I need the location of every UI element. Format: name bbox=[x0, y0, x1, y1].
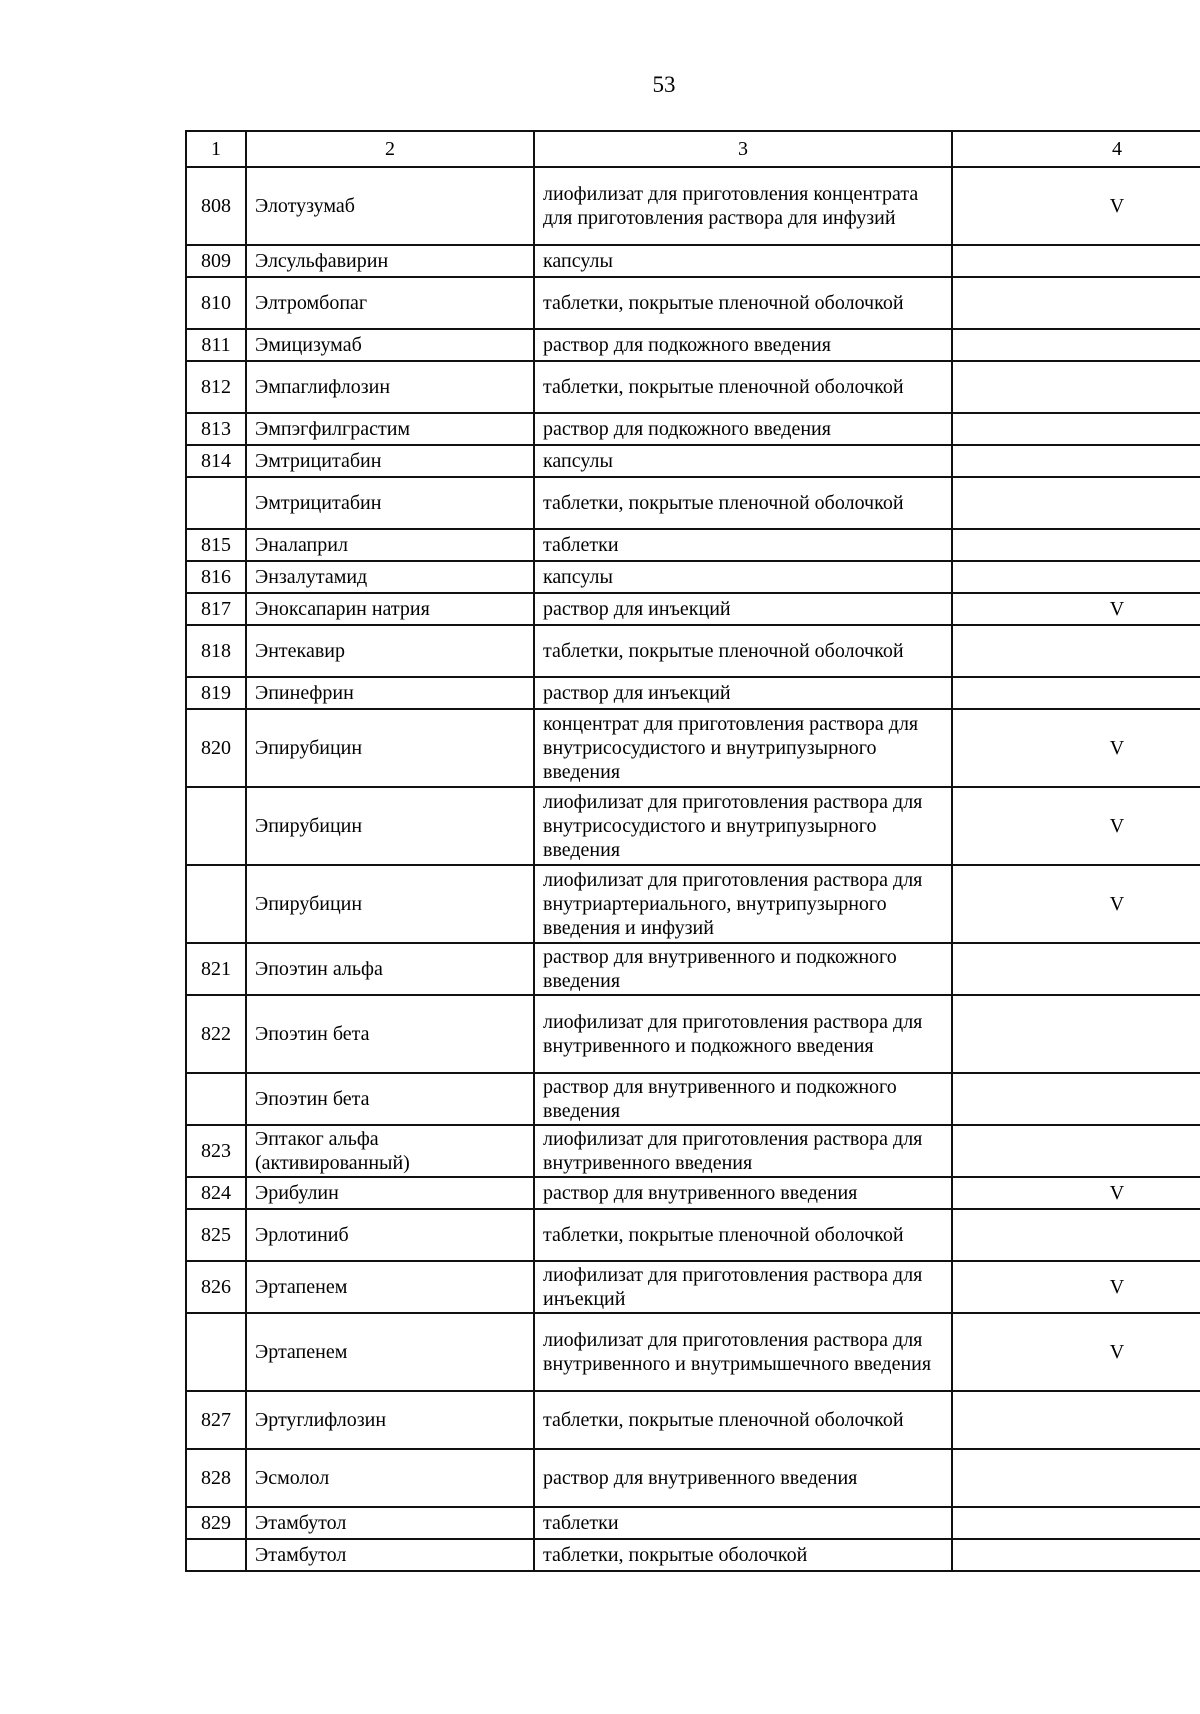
mark-cell bbox=[952, 361, 1200, 413]
row-number-cell: 817 bbox=[186, 593, 246, 625]
table-row bbox=[186, 445, 1200, 477]
dosage-form-cell: лиофилизат для приготовления раствора для инъекций bbox=[534, 1261, 952, 1313]
mark-cell bbox=[952, 677, 1200, 709]
mark-cell: V bbox=[952, 1177, 1200, 1209]
row-number-cell: 818 bbox=[186, 625, 246, 677]
table-row bbox=[186, 561, 1200, 593]
mark-cell bbox=[952, 245, 1200, 277]
table-row bbox=[186, 329, 1200, 361]
mark-cell bbox=[952, 529, 1200, 561]
drug-name-cell: Эптаког альфа (активированный) bbox=[246, 1125, 534, 1177]
drug-name-cell: Эртапенем bbox=[246, 1261, 534, 1313]
drug-name-cell: Эрибулин bbox=[246, 1177, 534, 1209]
table-row bbox=[186, 361, 1200, 413]
dosage-form-cell: раствор для инъекций bbox=[534, 593, 952, 625]
mark-cell bbox=[952, 445, 1200, 477]
row-number-cell bbox=[186, 1539, 246, 1571]
mark-cell bbox=[952, 1449, 1200, 1507]
drug-name-cell: Эноксапарин натрия bbox=[246, 593, 534, 625]
dosage-form-cell: лиофилизат для приготовления раствора для внутривенного и подкожного введения bbox=[534, 995, 952, 1073]
dosage-form-cell: раствор для внутривенного и подкожного введения bbox=[534, 1073, 952, 1125]
drug-name-cell: Эртапенем bbox=[246, 1313, 534, 1391]
dosage-form-cell: таблетки, покрытые пленочной оболочкой bbox=[534, 477, 952, 529]
table-row bbox=[186, 1073, 1200, 1125]
mark-cell bbox=[952, 1073, 1200, 1125]
table-row bbox=[186, 1539, 1200, 1571]
drug-name-cell: Эпоэтин бета bbox=[246, 995, 534, 1073]
drug-name-cell: Эпоэтин альфа bbox=[246, 943, 534, 995]
mark-cell bbox=[952, 1209, 1200, 1261]
drug-name-cell: Эмтрицитабин bbox=[246, 477, 534, 529]
table-row bbox=[186, 1261, 1200, 1313]
mark-cell bbox=[952, 1539, 1200, 1571]
dosage-form-cell: таблетки bbox=[534, 529, 952, 561]
row-number-cell bbox=[186, 787, 246, 865]
mark-cell bbox=[952, 1125, 1200, 1177]
table-row bbox=[186, 477, 1200, 529]
mark-cell bbox=[952, 277, 1200, 329]
table-row bbox=[186, 245, 1200, 277]
drug-name-cell: Эсмолол bbox=[246, 1449, 534, 1507]
mark-cell bbox=[952, 1507, 1200, 1539]
dosage-form-cell: раствор для инъекций bbox=[534, 677, 952, 709]
mark-cell bbox=[952, 625, 1200, 677]
row-number-cell: 829 bbox=[186, 1507, 246, 1539]
dosage-form-cell: таблетки, покрытые пленочной оболочкой bbox=[534, 1209, 952, 1261]
drug-name-cell: Этамбутол bbox=[246, 1507, 534, 1539]
drug-name-cell: Энзалутамид bbox=[246, 561, 534, 593]
drug-name-cell: Элтромбопаг bbox=[246, 277, 534, 329]
table-row bbox=[186, 943, 1200, 995]
drug-name-cell: Эрлотиниб bbox=[246, 1209, 534, 1261]
row-number-cell: 814 bbox=[186, 445, 246, 477]
drug-name-cell: Эмпэгфилграстим bbox=[246, 413, 534, 445]
dosage-form-cell: раствор для внутривенного и подкожного введения bbox=[534, 943, 952, 995]
mark-cell: V bbox=[952, 1261, 1200, 1313]
row-number-cell bbox=[186, 865, 246, 943]
mark-cell bbox=[952, 477, 1200, 529]
table-row bbox=[186, 1125, 1200, 1177]
column-header-3: 3 bbox=[534, 131, 952, 167]
drug-name-cell: Этамбутол bbox=[246, 1539, 534, 1571]
column-header-2: 2 bbox=[246, 131, 534, 167]
row-number-cell: 819 bbox=[186, 677, 246, 709]
table-row bbox=[186, 1391, 1200, 1449]
row-number-cell: 822 bbox=[186, 995, 246, 1073]
table-row bbox=[186, 709, 1200, 787]
row-number-cell: 810 bbox=[186, 277, 246, 329]
dosage-form-cell: раствор для внутривенного введения bbox=[534, 1449, 952, 1507]
dosage-form-cell: таблетки, покрытые пленочной оболочкой bbox=[534, 1391, 952, 1449]
mark-cell: V bbox=[952, 167, 1200, 245]
table-row bbox=[186, 413, 1200, 445]
mark-cell bbox=[952, 1391, 1200, 1449]
drug-name-cell: Эпирубицин bbox=[246, 865, 534, 943]
row-number-cell: 825 bbox=[186, 1209, 246, 1261]
dosage-form-cell: лиофилизат для приготовления раствора для внутривенного и внутримышечного введения bbox=[534, 1313, 952, 1391]
drug-name-cell: Эпинефрин bbox=[246, 677, 534, 709]
drug-name-cell: Эпирубицин bbox=[246, 709, 534, 787]
drug-name-cell: Эмтрицитабин bbox=[246, 445, 534, 477]
drug-name-cell: Эмицизумаб bbox=[246, 329, 534, 361]
drug-name-cell: Элотузумаб bbox=[246, 167, 534, 245]
column-header-1: 1 bbox=[186, 131, 246, 167]
dosage-form-cell: раствор для подкожного введения bbox=[534, 329, 952, 361]
drug-name-cell: Элсульфавирин bbox=[246, 245, 534, 277]
table-row bbox=[186, 865, 1200, 943]
row-number-cell: 828 bbox=[186, 1449, 246, 1507]
dosage-form-cell: лиофилизат для приготовления раствора для внутрисосудистого и внутрипузырного введения bbox=[534, 787, 952, 865]
drug-name-cell: Эпирубицин bbox=[246, 787, 534, 865]
page-number: 53 bbox=[652, 72, 676, 97]
dosage-form-cell: лиофилизат для приготовления раствора для внутривенного введения bbox=[534, 1125, 952, 1177]
drug-name-cell: Энтекавир bbox=[246, 625, 534, 677]
dosage-form-cell: таблетки, покрытые пленочной оболочкой bbox=[534, 625, 952, 677]
dosage-form-cell: раствор для внутривенного введения bbox=[534, 1177, 952, 1209]
mark-cell bbox=[952, 329, 1200, 361]
mark-cell: V bbox=[952, 787, 1200, 865]
dosage-form-cell: капсулы bbox=[534, 445, 952, 477]
mark-cell: V bbox=[952, 865, 1200, 943]
row-number-cell: 811 bbox=[186, 329, 246, 361]
table-row bbox=[186, 277, 1200, 329]
dosage-form-cell: раствор для подкожного введения bbox=[534, 413, 952, 445]
drug-name-cell: Эртуглифлозин bbox=[246, 1391, 534, 1449]
row-number-cell: 821 bbox=[186, 943, 246, 995]
header-row bbox=[186, 131, 1200, 167]
mark-cell bbox=[952, 561, 1200, 593]
table-row bbox=[186, 1313, 1200, 1391]
dosage-form-cell: таблетки, покрытые оболочкой bbox=[534, 1539, 952, 1571]
mark-cell bbox=[952, 413, 1200, 445]
drug-name-cell: Эпоэтин бета bbox=[246, 1073, 534, 1125]
table-body bbox=[186, 167, 1200, 1571]
row-number-cell: 815 bbox=[186, 529, 246, 561]
table-row bbox=[186, 1449, 1200, 1507]
table-row bbox=[186, 677, 1200, 709]
table-row bbox=[186, 167, 1200, 245]
drug-name-cell: Эналаприл bbox=[246, 529, 534, 561]
mark-cell: V bbox=[952, 593, 1200, 625]
mark-cell: V bbox=[952, 1313, 1200, 1391]
row-number-cell: 823 bbox=[186, 1125, 246, 1177]
drug-table bbox=[185, 130, 1200, 1572]
table-row bbox=[186, 787, 1200, 865]
row-number-cell bbox=[186, 477, 246, 529]
row-number-cell bbox=[186, 1313, 246, 1391]
dosage-form-cell: капсулы bbox=[534, 561, 952, 593]
dosage-form-cell: лиофилизат для приготовления раствора для внутриартериального, внутрипузырного введения и инфузий bbox=[534, 865, 952, 943]
row-number-cell: 824 bbox=[186, 1177, 246, 1209]
column-header-4: 4 bbox=[952, 131, 1200, 167]
dosage-form-cell: концентрат для приготовления раствора для внутрисосудистого и внутрипузырного введения bbox=[534, 709, 952, 787]
row-number-cell: 812 bbox=[186, 361, 246, 413]
dosage-form-cell: таблетки bbox=[534, 1507, 952, 1539]
table-row bbox=[186, 1209, 1200, 1261]
dosage-form-cell: таблетки, покрытые пленочной оболочкой bbox=[534, 361, 952, 413]
row-number-cell: 816 bbox=[186, 561, 246, 593]
row-number-cell: 808 bbox=[186, 167, 246, 245]
table-row bbox=[186, 529, 1200, 561]
row-number-cell: 809 bbox=[186, 245, 246, 277]
table-row bbox=[186, 995, 1200, 1073]
table-row bbox=[186, 625, 1200, 677]
row-number-cell bbox=[186, 1073, 246, 1125]
dosage-form-cell: лиофилизат для приготовления концентрата для приготовления раствора для инфузий bbox=[534, 167, 952, 245]
row-number-cell: 820 bbox=[186, 709, 246, 787]
table-row bbox=[186, 1177, 1200, 1209]
drug-name-cell: Эмпаглифлозин bbox=[246, 361, 534, 413]
table-row bbox=[186, 593, 1200, 625]
mark-cell: V bbox=[952, 709, 1200, 787]
mark-cell bbox=[952, 995, 1200, 1073]
row-number-cell: 813 bbox=[186, 413, 246, 445]
dosage-form-cell: таблетки, покрытые пленочной оболочкой bbox=[534, 277, 952, 329]
row-number-cell: 827 bbox=[186, 1391, 246, 1449]
table-row bbox=[186, 1507, 1200, 1539]
dosage-form-cell: капсулы bbox=[534, 245, 952, 277]
mark-cell bbox=[952, 943, 1200, 995]
row-number-cell: 826 bbox=[186, 1261, 246, 1313]
